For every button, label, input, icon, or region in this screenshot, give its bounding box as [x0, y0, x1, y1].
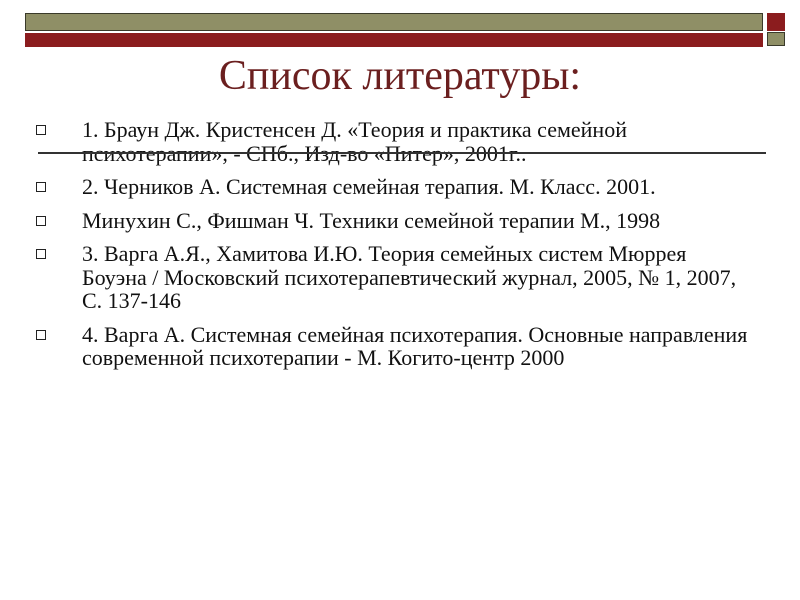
list-item-text: 1. Браун Дж. Кристенсен Д. «Теория и практика семейной психотерапии», - СПб., Изд-во «Питер», 2001г..: [82, 117, 627, 166]
list-item-text: 3. Варга А.Я., Хамитова И.Ю. Теория семейных систем Мюррея Боуэна / Московский психотерапевтический журнал, 2005, № 1, 2007, С. 137-146: [82, 241, 737, 313]
header-bar-olive: [25, 13, 763, 31]
list-item: [36, 323, 756, 370]
slide-title: Список литературы:: [218, 53, 582, 99]
list-item-text: Минухин С., Фишман Ч. Техники семейной терапии М., 1998: [82, 207, 661, 233]
header-bar-red: [25, 33, 763, 47]
square-bullet-icon: [36, 330, 46, 340]
list-item: [36, 242, 756, 313]
list-item: [36, 175, 756, 199]
bibliography-list: [36, 118, 756, 380]
square-bullet-icon: [36, 216, 46, 226]
list-item-text: 4. Варга А. Системная семейная психотерапия. Основные направления современной психотерапии - М. Когито-центр 2000: [82, 321, 748, 370]
strike-rule-divider: [38, 152, 766, 154]
square-bullet-icon: [36, 249, 46, 259]
header-square-red: [767, 13, 785, 31]
list-item: [36, 209, 756, 233]
list-item-text: 2. Черников А. Системная семейная терапия. М. Класс. 2001.: [82, 174, 656, 199]
square-bullet-icon: [36, 182, 46, 192]
square-bullet-icon: [36, 125, 46, 135]
list-item: [36, 118, 756, 165]
header-square-olive: [767, 32, 785, 46]
